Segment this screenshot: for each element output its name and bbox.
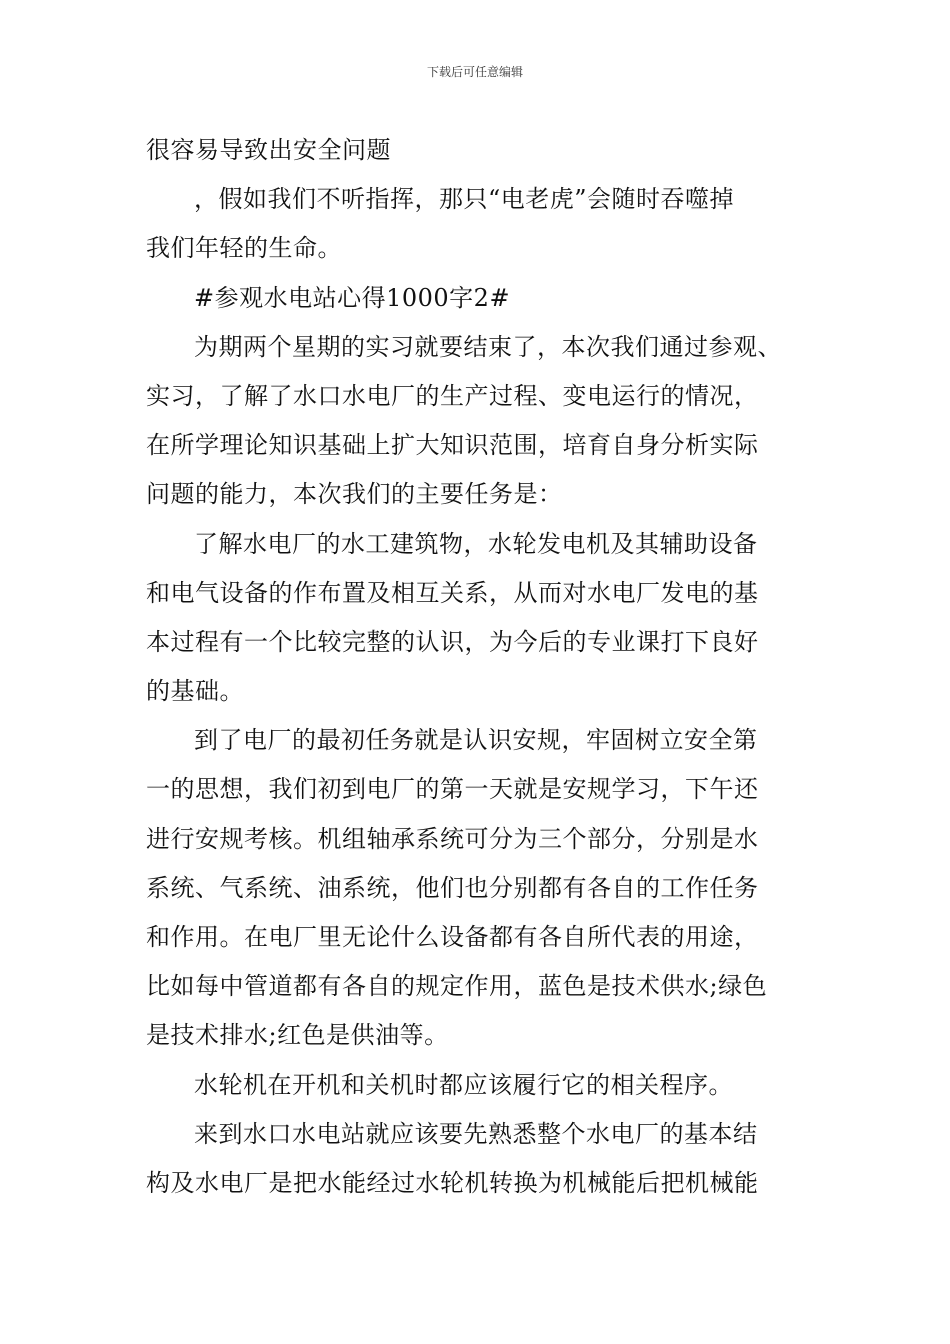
text-line: 是技术排水;红色是供油等。: [146, 1021, 449, 1050]
text-line: 的基础。: [146, 677, 244, 706]
text-line: 进行安规考核。机组轴承系统可分为三个部分，分别是水: [146, 824, 759, 853]
section-heading: #参观水电站心得1000字2#: [194, 283, 511, 312]
text-line: 问题的能力，本次我们的主要任务是：: [146, 480, 563, 509]
text-line: 和电气设备的作布置及相互关系，从而对水电厂发电的基: [146, 578, 759, 607]
text-line: 和作用。在电厂里无论什么设备都有各自所代表的用途，: [146, 923, 759, 951]
text-line: 本过程有一个比较完整的认识，为今后的专业课打下良好: [146, 627, 759, 656]
text-line: 我们年轻的生命。: [146, 234, 342, 263]
text-line: ，假如我们不听指挥，那只“电老虎”会随时吞噬掉: [194, 185, 735, 214]
text-line: 为期两个星期的实习就要结束了，本次我们通过参观、: [194, 332, 782, 361]
text-line: 一的思想，我们初到电厂的第一天就是安规学习，下午还: [146, 775, 759, 804]
text-line: 系统、气系统、油系统，他们也分别都有各自的工作任务: [146, 873, 759, 902]
page-header-note: 下载后可任意编辑: [426, 65, 523, 79]
text-line: 了解水电厂的水工建筑物，水轮发电机及其辅助设备: [194, 529, 758, 558]
document-body: [146, 126, 816, 1208]
text-line: 比如每中管道都有各自的规定作用，蓝色是技术供水;绿色: [146, 972, 768, 1001]
text-line: 在所学理论知识基础上扩大知识范围，培育自身分析实际: [146, 431, 759, 460]
text-line: 来到水口水电站就应该要先熟悉整个水电厂的基本结: [194, 1119, 758, 1148]
text-line: 水轮机在开机和关机时都应该履行它的相关程序。: [194, 1070, 733, 1099]
text-line: 很容易导致出安全问题: [146, 136, 391, 164]
text-line: 构及水电厂是把水能经过水轮机转换为机械能后把机械能: [146, 1168, 759, 1197]
text-line: 到了电厂的最初任务就是认识安规，牢固树立安全第: [194, 726, 758, 755]
text-line: 实习，了解了水口水电厂的生产过程、变电运行的情况，: [146, 381, 759, 410]
